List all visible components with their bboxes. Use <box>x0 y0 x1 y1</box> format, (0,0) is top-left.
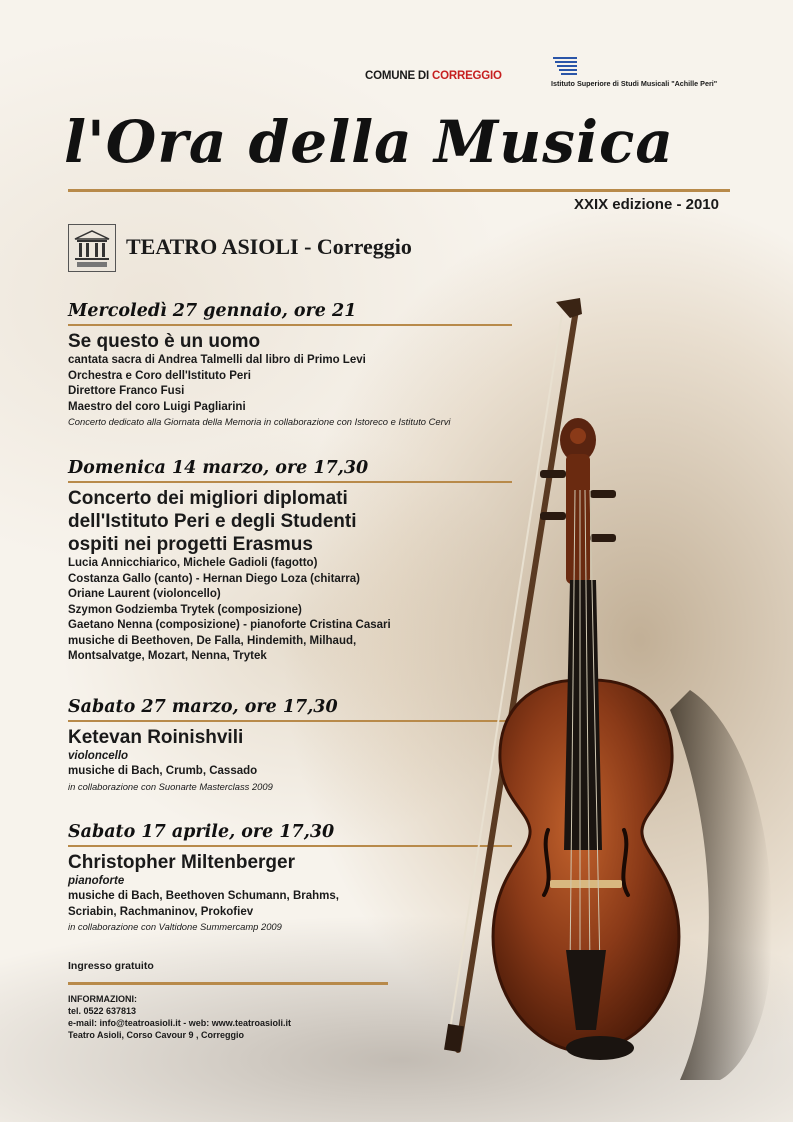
event-detail: musiche di Beethoven, De Falla, Hindemith, Milhaud, <box>68 634 357 647</box>
title-rule <box>68 189 730 192</box>
poster-title: l'Ora della Musica <box>64 108 674 176</box>
event-date: Sabato 17 aprile, ore 17,30 <box>68 822 335 842</box>
event-title: Concerto dei migliori diplomati <box>68 488 348 509</box>
event-detail: Costanza Gallo (canto) - Hernan Diego Loza (chitarra) <box>68 572 361 585</box>
info-tel: tel. 0522 637813 <box>68 1006 137 1016</box>
peri-mark-icon <box>551 56 579 76</box>
event-date: Sabato 27 marzo, ore 17,30 <box>68 697 338 717</box>
info-email-web: e-mail: info@teatroasioli.it - web: www.teatroasioli.it <box>68 1018 291 1028</box>
event-note: in collaborazione con Suonarte Masterclass 2009 <box>68 780 273 792</box>
comune-logo-text-2: CORREGGIO <box>432 70 502 82</box>
event-title: Christopher Miltenberger <box>68 852 295 873</box>
comune-logo-text-1: COMUNE DI <box>365 70 433 82</box>
event-detail: musiche di Bach, Crumb, Cassado <box>68 765 258 777</box>
event-detail: cantata sacra di Andrea Talmelli dal libro di Primo Levi <box>68 354 366 366</box>
ingresso-gratuito: Ingresso gratuito <box>68 960 154 972</box>
istituto-peri-logo <box>551 56 721 90</box>
event-detail: Gaetano Nenna (composizione) - pianoforte Cristina Casari <box>68 619 391 631</box>
event-note: Concerto dedicato alla Giornata della Memoria in collaborazione con Istoreco e Istituto Cervi <box>68 416 451 427</box>
info-rule <box>68 982 388 985</box>
info-address: Teatro Asioli, Corso Cavour 9 , Correggio <box>68 1030 245 1040</box>
event-title: Ketevan Roinishvili <box>68 727 244 748</box>
event-role: violoncello <box>68 750 129 762</box>
event-detail: musiche di Bach, Beethoven Schumann, Brahms, <box>68 890 339 902</box>
event-title: dell'Istituto Peri e degli Studenti <box>68 511 357 532</box>
event-title: Se questo è un uomo <box>68 331 261 352</box>
event-detail: Direttore Franco Fusi <box>68 385 185 397</box>
event-date: Mercoledì 27 gennaio, ore 21 <box>68 301 357 321</box>
event-detail: Maestro del coro Luigi Pagliarini <box>68 400 246 413</box>
event-detail: Montsalvatge, Mozart, Nenna, Trytek <box>68 650 267 662</box>
event-detail: Orchestra e Coro dell'Istituto Peri <box>68 369 251 382</box>
event-detail: Scriabin, Rachmaninov, Prokofiev <box>68 905 254 918</box>
event-detail: Szymon Godziemba Trytek (composizione) <box>68 603 302 616</box>
teatro-asioli-logo-icon <box>68 224 116 272</box>
event-role: pianoforte <box>68 875 125 887</box>
violin-illustration <box>420 290 793 1090</box>
event-date: Domenica 14 marzo, ore 17,30 <box>68 458 369 478</box>
comune-correggio-logo <box>365 70 502 82</box>
event-detail: Oriane Laurent (violoncello) <box>68 588 221 600</box>
event-detail: Lucia Annicchiarico, Michele Gadioli (fagotto) <box>68 557 318 569</box>
venue-name: TEATRO ASIOLI - Correggio <box>126 234 412 259</box>
info-block <box>68 993 291 1041</box>
peri-logo-text: Istituto Superiore di Studi Musicali "Achille Peri" <box>551 79 718 88</box>
info-heading: INFORMAZIONI: <box>68 994 137 1004</box>
edition-label: XXIX edizione - 2010 <box>573 196 719 213</box>
event-note: in collaborazione con Valtidone Summercamp 2009 <box>68 921 282 932</box>
event-title: ospiti nei progetti Erasmus <box>68 534 313 555</box>
